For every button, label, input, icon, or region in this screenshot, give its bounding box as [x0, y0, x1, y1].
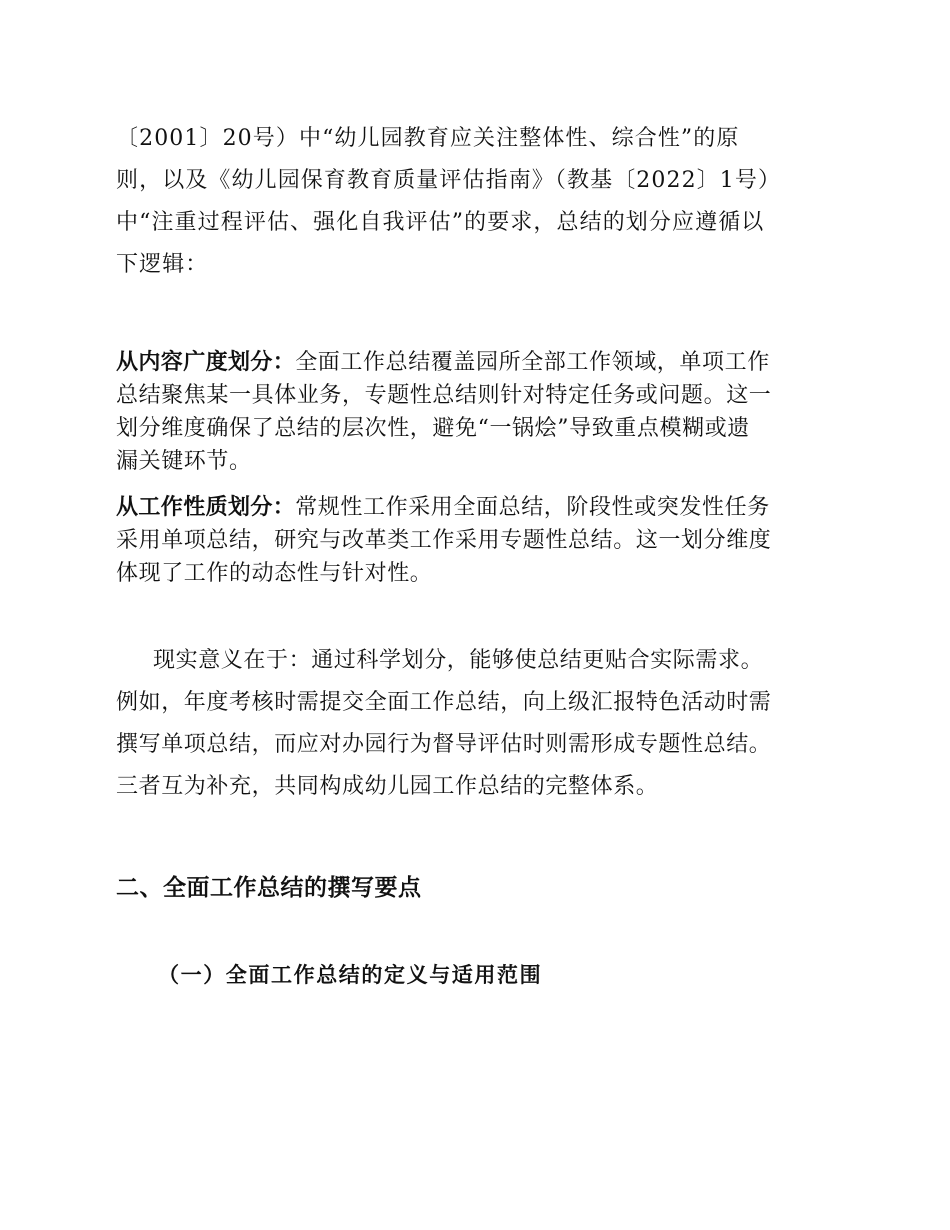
- work-nature-line-1: [116, 493, 836, 523]
- significance-line-4: 三者互为补充，共同构成幼儿园工作总结的完整体系。: [116, 774, 659, 799]
- content-breadth-line-4: 漏关键环节。: [116, 449, 252, 474]
- intro-line-4: 下逻辑：: [116, 252, 209, 277]
- content-breadth-text: 全面工作总结覆盖园所全部工作领域，单项工作: [295, 350, 770, 375]
- content-breadth-line-1: [116, 348, 836, 378]
- intro-line-1: 〔2001〕20号）中“幼儿园教育应关注整体性、综合性”的原: [116, 126, 740, 151]
- significance-line-2: 例如，年度考核时需提交全面工作总结，向上级汇报特色活动时需: [116, 690, 772, 715]
- content-breadth-line-3: 划分维度确保了总结的层次性，避免“一锅烩”导致重点模糊或遗: [116, 416, 750, 441]
- significance-line-3: 撰写单项总结，而应对办园行为督导评估时则需形成专题性总结。: [116, 732, 772, 757]
- work-nature-lead: 从工作性质划分：: [116, 495, 296, 520]
- subsection-heading: （一）全面工作总结的定义与适用范围: [158, 963, 543, 987]
- section-heading: 二、全面工作总结的撰写要点: [116, 875, 422, 901]
- content-breadth-lead: 从内容广度划分：: [116, 350, 296, 375]
- intro-line-3: 中“注重过程评估、强化自我评估”的要求，总结的划分应遵循以: [116, 210, 765, 235]
- work-nature-line-2: 采用单项总结，研究与改革类工作采用专题性总结。这一划分维度: [116, 528, 772, 553]
- work-nature-line-3: 体现了工作的动态性与针对性。: [116, 561, 433, 586]
- significance-line-1: 现实意义在于：通过科学划分，能够使总结更贴合实际需求。: [153, 648, 764, 673]
- content-breadth-line-2: 总结聚焦某一具体业务，专题性总结则针对特定任务或问题。这一: [116, 383, 772, 408]
- work-nature-text: 常规性工作采用全面总结，阶段性或突发性任务: [295, 495, 770, 520]
- intro-line-2: 则，以及《幼儿园保育教育质量评估指南》（教基〔2022〕1号）: [116, 168, 782, 193]
